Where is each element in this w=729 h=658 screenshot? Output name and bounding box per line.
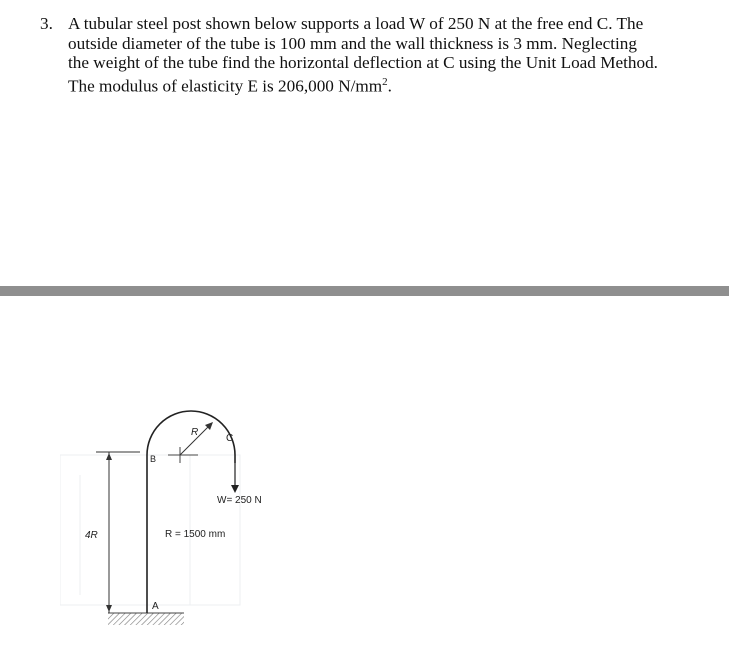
structure-diagram bbox=[60, 395, 360, 635]
label-r: R bbox=[191, 427, 199, 438]
question-text bbox=[68, 14, 698, 96]
label-b: B bbox=[150, 454, 157, 464]
dimension-top-arrow bbox=[106, 453, 112, 460]
question-number: 3. bbox=[40, 14, 53, 33]
label-4r: 4R bbox=[85, 530, 98, 541]
label-a: A bbox=[152, 601, 159, 612]
question-line-2: outside diameter of the tube is 100 mm and the wall thickness is 3 mm. Neglecting bbox=[68, 33, 637, 53]
load-arrowhead bbox=[231, 485, 239, 493]
label-radius: R = 1500 mm bbox=[165, 529, 226, 540]
structure-figure bbox=[60, 395, 360, 635]
question-line-4 bbox=[68, 73, 698, 96]
page-divider bbox=[0, 286, 729, 296]
modulus-exponent: 2 bbox=[382, 75, 388, 88]
label-load: W= 250 N bbox=[217, 495, 262, 506]
modulus-text: The modulus of elasticity E is 206,000 N/mm bbox=[68, 76, 383, 96]
modulus-period: . bbox=[387, 76, 392, 96]
label-c: C bbox=[226, 433, 234, 444]
question-line-3: the weight of the tube find the horizontal deflection at C using the Unit Load Method. bbox=[68, 53, 658, 73]
question-line-1: A tubular steel post shown below supports a load W of 250 N at the free end C. The bbox=[68, 14, 644, 33]
ground-hatch bbox=[108, 613, 184, 625]
dimension-bottom-arrow bbox=[106, 605, 112, 612]
